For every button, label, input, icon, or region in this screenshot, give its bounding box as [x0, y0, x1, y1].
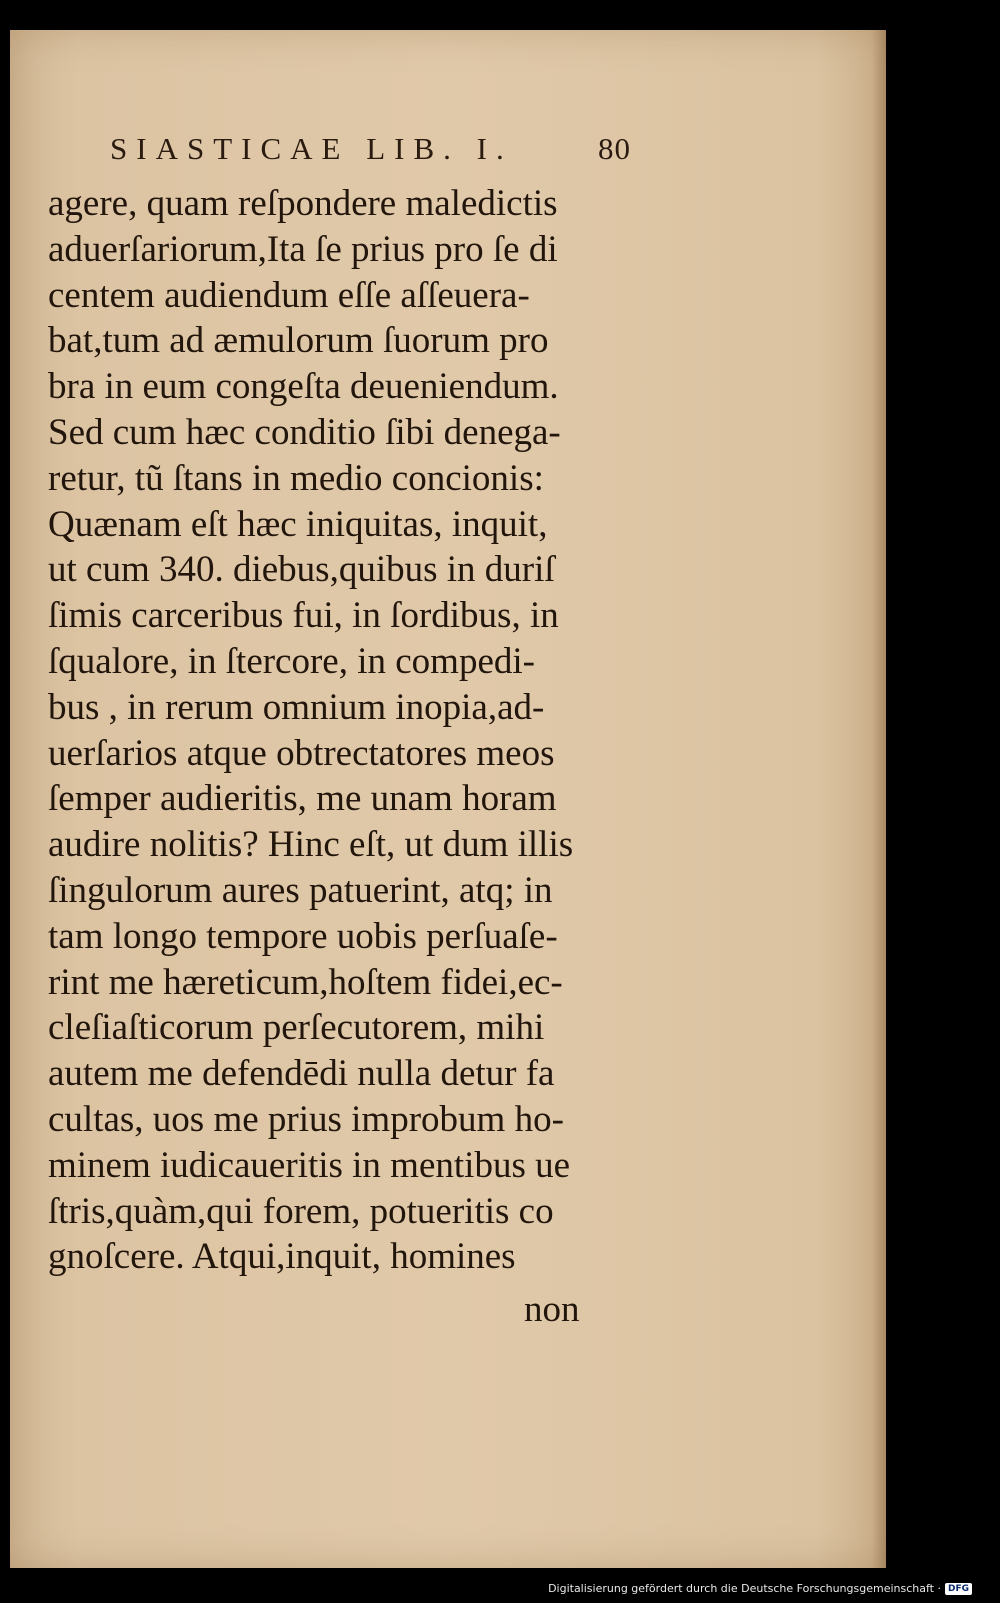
dfg-logo: DFG — [945, 1583, 972, 1595]
text-line: cultas, uos me prius improbum ho- — [48, 1098, 564, 1140]
text-line: bra in eum congeſta deueniendum. — [48, 366, 559, 408]
text-line: gnoſcere. Atqui,inquit, homines — [48, 1236, 516, 1278]
text-line: ſtris,quàm,qui forem, potueritis co — [48, 1190, 554, 1232]
text-line: retur, tũ ſtans in medio concionis: — [48, 457, 544, 499]
text-line: ſimis carceribus fui, in ſordibus, in — [48, 595, 559, 637]
body-text — [48, 181, 668, 1280]
text-line: ſingulorum aures patuerint, atq; in — [48, 869, 553, 911]
text-line: cleſiaſticorum perſecutorem, mihi — [48, 1007, 545, 1049]
text-line: rint me hæreticum,hoſtem fidei,ec- — [48, 961, 563, 1003]
text-line: centem audiendum eſſe aſſeuera- — [48, 274, 530, 316]
text-line: bat,tum ad æmulorum ſuorum pro — [48, 320, 549, 362]
text-line: audire nolitis? Hinc eſt, ut dum illis — [48, 824, 574, 866]
text-line: Sed cum hæc conditio ſibi denega- — [48, 411, 561, 453]
funding-credit: Digitalisierung gefördert durch die Deutsche Forschungsgemeinschaft · — [548, 1582, 941, 1595]
text-line: uerſarios atque obtrectatores meos — [48, 732, 555, 774]
text-line: minem iudicaueritis in mentibus ue — [48, 1144, 571, 1186]
text-line: ſqualore, in ſtercore, in compedi- — [48, 640, 535, 682]
text-line: ut cum 340. diebus,quibus in duriſ — [48, 549, 555, 591]
folio-number: 80 — [598, 131, 631, 166]
book-page — [10, 30, 886, 1568]
page-header — [110, 131, 630, 179]
running-title: SIASTICAE LIB. I. — [110, 131, 513, 166]
catchword: non — [524, 1289, 580, 1330]
text-line: tam longo tempore uobis perſuaſe- — [48, 915, 558, 957]
text-line: ſemper audieritis, me unam horam — [48, 778, 557, 820]
text-line: agere, quam reſpondere maledictis — [48, 183, 558, 224]
text-line: Quænam eſt hæc iniquitas, inquit, — [48, 503, 548, 545]
digitization-footer — [548, 1579, 972, 1599]
text-line: autem me defendēdi nulla detur fa — [48, 1053, 555, 1095]
text-line: aduerſariorum,Ita ſe prius pro ſe di — [48, 228, 558, 270]
text-line: bus , in rerum omnium inopia,ad- — [48, 686, 545, 728]
